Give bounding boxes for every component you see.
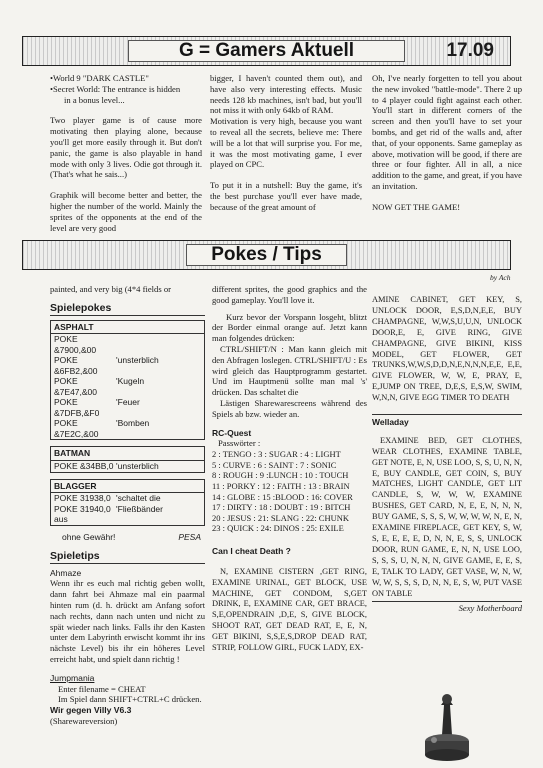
game-name: BLAGGER: [51, 480, 204, 494]
paragraph: N, EXAMINE CISTERN ,GET RING, EXAMINE URINAL, GET BLOCK, USE MACHINE, GET CONDOM, S,GET DRINK, E, EXAMINE CAR, GET BRACE, S,E,OPENDRAIN ,D,E, S, GIVE BLOCK, SHOOT RAT, GET DEAD RAT, E, E, N, GET BIKINI, S,S,E,S,DROP DEAD RAT, STRIP, FOLLOW GIRL, FUCK LADY, EX-: [212, 566, 367, 653]
paragraph: different sprites, the good graphics and the good gameplay. You'll love it.: [212, 284, 367, 305]
secret-line: •Secret World: The entrance is hidden: [50, 83, 181, 94]
spielepokes-heading: Spielepokes: [50, 303, 205, 316]
blagger-table: [50, 479, 205, 526]
poke-row: POKE &34BB,0 'unsterblich: [54, 461, 159, 472]
author-tag: Sexy Motherboard: [372, 601, 522, 614]
top-column-2: [210, 73, 362, 238]
poke-row: POKE &7E47,&00 'Kugeln: [54, 376, 145, 397]
tip-line: Enter filename = CHEAT: [58, 683, 146, 694]
paragraph: Two player game is of cause more motivating then playing alone, because you'll get more easily through it. But don't panic, the game is also playable in hand mode with only 3 lives. Odie got through it. (That's what he sais...): [50, 115, 202, 180]
paragraph: AMINE CABINET, GET KEY, S, UNLOCK DOOR, E,S,D,N,E,E, BUY CHAMPAGNE, W,W,S,U,U,N, UNLOCK DOOR,E, E, GIVE RING, GIVE CHAMPAGNE, GIVE BIKINI, KISS MODEL, GET FLOWER, GET TRUNKS,W,W,S,D,D,N,E,N,N,N,E,E, E,E, GIVE FLOWER, W, W, E, PRAY, E, E,JUMP ON TREE, D,E,S, E,S,W, SWIM, W,N,N, GIVE EGG TIMER TO DEATH: [372, 295, 522, 403]
tip-title: Jumpmania: [50, 672, 95, 683]
pokes-banner: [22, 240, 511, 270]
paragraph: bigger, I haven't counted them out), and have also very interesting effects. Music needs 128 kb machines, isn't bad, but you'll not miss it with only 64kb of RAM.: [210, 73, 362, 116]
header-banner: [22, 36, 511, 66]
game-name: ASPHALT: [51, 321, 204, 335]
paragraph: Kurz bevor der Vorspann losgeht, blitzt der Border einmal orange auf. Jetzt kann man folgendes drücken:: [212, 311, 367, 344]
paragraph: Graphik will become better and better, the higher the number of the world. Mainly the sprites of the opponents at the end of the level are very good: [50, 190, 202, 233]
paragraph: painted, and very big (4*4 fields or: [50, 284, 171, 294]
bottom-column-3: [372, 295, 522, 765]
poke-row: POKE &6FB2,&00 'unsterblich: [54, 355, 159, 376]
tip-title: Can I cheat Death ?: [212, 545, 291, 556]
paragraph: NOW GET THE GAME!: [372, 201, 461, 212]
banner-title-box: [128, 40, 405, 62]
tip-title: Ahmaze: [50, 567, 82, 578]
spieletips-heading: Spieletips: [50, 551, 205, 564]
banner-title-box: [186, 244, 347, 266]
poke-row: POKE &7DFB,&F0 'Feuer: [54, 397, 140, 418]
poke-row: POKE &7E2C,&00 'Bomben: [54, 418, 150, 439]
issue-date: 17.09: [446, 40, 494, 61]
bottom-column-1: [50, 284, 205, 764]
password-list: 2 : TENGO : 3 : SUGAR : 4 : LIGHT 5 : CURVE : 6 : SAINT : 7 : SONIC 8 : ROUGH : 9 :LUNCH : 10 : TOUCH 11 : PORKY : 12 : FAITH : 13 : BRAIN 14 : GLOBE : 15 :BLOOD : 16: COVER 17 : DIRTY : 18 : DOUBT : 19 : BITCH 20 : JESUS : 21: SLANG : 22: CHUNK 23 : QUICK : 24: DINOS : 25: EXILE: [212, 449, 353, 534]
tip-title: Wir gegen Villy V6.3: [50, 705, 132, 716]
passwords-label: Passwörter :: [218, 438, 261, 449]
paragraph: EXAMINE BED, GET CLOTHES, WEAR CLOTHES, EXAMINE TABLE, GET NOTE, E, N, USE LOO, S, S, U, N, N, E, BUY CANDLE, GET COIN, S, BUY MATCHES, LIGHT CANDLE, GET LIT CANDLE, S, W, W, W, EXAMINE BUSHES, GET CARD, N, E, E, N, N, N, BUY GAME, S, S, S, W, W, W, W, N, E, N, EXAMINE FIREPLACE, GET KEY, S, W, S, E, E, E, E, D, N, N, E, S, S, UNLOCK DOOR, RUN GAME, E, N, N, USE LOO, S, S, S, U, N, N, N, GIVE GAME, E, E, S, E, TALK TO LADY, GET VASE, W, N, W, W, W, S, S, S, D, N, N, E, S, W, PUT VASE ON TABLE: [372, 435, 522, 598]
batman-table: [50, 446, 205, 472]
poke-row: aus: [54, 514, 68, 525]
byline: by Ach: [490, 273, 511, 282]
game-name: BATMAN: [51, 447, 204, 461]
section-title: G = Gamers Aktuell: [178, 40, 355, 61]
paragraph: Oh, I've nearly forgetten to tell you about the new invoked "battle-mode". There 2 up to 4 player could fight against each other. You'll start in different corners of the screen and then you'll have to set your bombs, and get rid of the walls and, after that, of your opponents. Same gameplay as above, motivation will be good, if there are three or four fighter. All in all, a nice addition to the game, and great, if you have an invitation.: [372, 73, 522, 191]
paragraph: To put it in a nutshell: Buy the game, it's the best purchase you'll ever have made, because of the great amount of: [210, 180, 362, 212]
poke-row: POKE &7900,&00: [54, 334, 97, 355]
secret-line-2: in a bonus level...: [64, 94, 125, 105]
tip-line: Im Spiel dann SHIFT+CTRL+C drücken.: [58, 694, 202, 705]
paragraph: Lästigen Sharewarescreens während des Spiels ab bzw. wieder an.: [212, 397, 367, 419]
joystick-icon: [417, 691, 477, 763]
paragraph: Wenn ihr es euch mal richtig geben wollt, dann fahrt bei Ahmaze mal ein paarmal hinten rum (d. h. drückt am Anfang sofort nach rechts, dann nach unten und nicht zu spät wieder nach links. Falls ihr den Kasten unter dem Labyrinth erwischt kommt ihr ins nächste Level) bis ihr ein höheres Level erreicht habt, und spielt dann richtig !: [50, 578, 205, 664]
world-line: •World 9 "DARK CASTLE": [50, 73, 149, 83]
asphalt-table: [50, 320, 205, 441]
author-tag: PESA: [178, 531, 201, 542]
top-column-3: [372, 73, 522, 238]
bottom-column-2: [212, 284, 367, 764]
paragraph: Motivation is very high, because you want to reveal all the secrets, believe me: There will be a lot that will surprise you. For me, it was the most motivating game, I ever played on CPC.: [210, 116, 362, 170]
top-column-1: [50, 73, 202, 238]
section-title: Pokes / Tips: [211, 244, 322, 265]
disclaimer: ohne Gewähr!: [62, 531, 116, 542]
paragraph: CTRL/SHIFT/N : Man kann gleich mit den Abfragen loslegen. CTRL/SHIFT/U : Es wird gleich das Hauptprogramm gestartet. Und im Hauptmenü sollte man mal 's' drücken. Das schaltet die: [212, 343, 367, 398]
disclaimer-row: [50, 532, 205, 543]
tip-title: Welladay: [372, 414, 522, 428]
tip-line: (Sharewareversion): [50, 715, 118, 726]
poke-row: POKE 31938,0 'schaltet die: [54, 493, 161, 504]
tip-title: RC-Quest: [212, 427, 252, 438]
poke-row: POKE 31940,0 'Fließbänder: [54, 503, 163, 514]
